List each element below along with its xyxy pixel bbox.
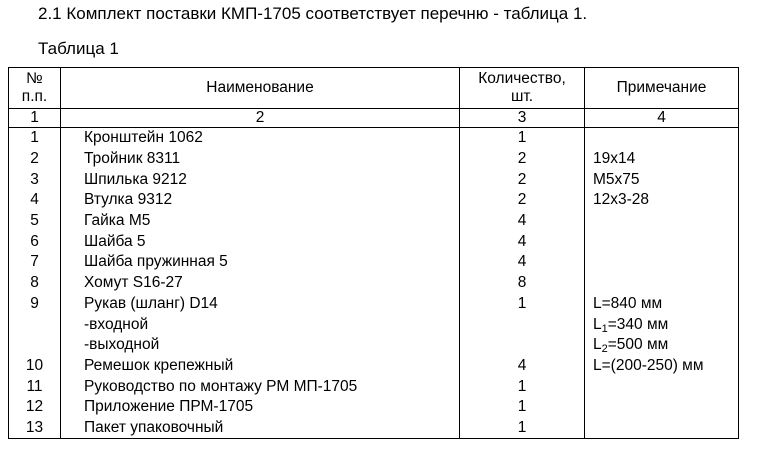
table-row xyxy=(9,397,739,418)
row-name: Шайба 5 xyxy=(61,231,460,252)
note-subscript: 2 xyxy=(601,343,608,356)
table-row xyxy=(9,314,739,335)
table-row xyxy=(9,169,739,190)
table-row xyxy=(9,231,739,252)
row-qty: 4 xyxy=(460,252,585,273)
section-heading: 2.1 Комплект поставки КМП-1705 соответствует перечню - таблица 1. xyxy=(38,4,588,23)
table-row xyxy=(9,335,739,356)
row-qty: 2 xyxy=(460,169,585,190)
row-note: 19х14 xyxy=(585,149,739,170)
row-num: 12 xyxy=(9,397,61,418)
row-name: Руководство по монтажу РМ МП-1705 xyxy=(61,376,460,397)
column-number-row xyxy=(9,109,739,128)
row-name: Ремешок крепежный xyxy=(61,356,460,377)
table-row xyxy=(9,149,739,170)
row-name: -входной xyxy=(61,314,460,335)
row-note xyxy=(585,231,739,252)
row-note xyxy=(585,314,739,335)
row-qty: 2 xyxy=(460,190,585,211)
row-note xyxy=(585,397,739,418)
note-value: =340 мм xyxy=(607,315,669,333)
row-name: Кронштейн 1062 xyxy=(61,128,460,149)
table-row xyxy=(9,128,739,149)
row-num: 8 xyxy=(9,273,61,294)
row-num: 2 xyxy=(9,149,61,170)
row-qty xyxy=(460,335,585,356)
row-num xyxy=(9,335,61,356)
row-num: 5 xyxy=(9,211,61,232)
row-qty: 4 xyxy=(460,231,585,252)
row-note xyxy=(585,376,739,397)
row-num: 1 xyxy=(9,128,61,149)
note-symbol: L xyxy=(593,315,602,333)
header-num-line1: № xyxy=(26,70,43,87)
row-name: Шайба пружинная 5 xyxy=(61,252,460,273)
row-qty: 1 xyxy=(460,376,585,397)
table-row xyxy=(9,356,739,377)
table-caption: Таблица 1 xyxy=(38,39,119,58)
column-number: 4 xyxy=(585,109,739,128)
row-num: 7 xyxy=(9,252,61,273)
table-row xyxy=(9,252,739,273)
row-qty: 4 xyxy=(460,211,585,232)
row-note xyxy=(585,418,739,439)
row-note xyxy=(585,273,739,294)
row-num: 4 xyxy=(9,190,61,211)
row-name: Втулка 9312 xyxy=(61,190,460,211)
row-name: Хомут S16-27 xyxy=(61,273,460,294)
header-qty-line1: Количество, xyxy=(478,70,566,87)
note-subscript: 1 xyxy=(601,322,608,335)
header-num-line2: п.п. xyxy=(21,88,48,105)
table-header-row xyxy=(9,68,739,109)
row-qty: 2 xyxy=(460,149,585,170)
row-name: Тройник 8311 xyxy=(61,149,460,170)
column-number: 3 xyxy=(460,109,585,128)
row-num xyxy=(9,314,61,335)
row-name: Гайка М5 xyxy=(61,211,460,232)
header-qty-line2: шт. xyxy=(510,88,534,105)
delivery-set-table xyxy=(8,67,739,439)
row-note xyxy=(585,335,739,356)
row-name: Рукав (шланг) D14 xyxy=(61,294,460,315)
table-row xyxy=(9,273,739,294)
row-note xyxy=(585,252,739,273)
row-note xyxy=(585,211,739,232)
row-num: 10 xyxy=(9,356,61,377)
header-qty xyxy=(460,68,585,109)
row-name: Пакет упаковочный xyxy=(61,418,460,439)
row-num: 13 xyxy=(9,418,61,439)
table-row xyxy=(9,190,739,211)
row-qty: 1 xyxy=(460,128,585,149)
table-row xyxy=(9,294,739,315)
row-note: L=840 мм xyxy=(585,294,739,315)
table-row xyxy=(9,418,739,439)
row-note: М5х75 xyxy=(585,169,739,190)
row-num: 6 xyxy=(9,231,61,252)
row-qty: 1 xyxy=(460,418,585,439)
row-num: 9 xyxy=(9,294,61,315)
row-qty xyxy=(460,314,585,335)
header-name: Наименование xyxy=(61,68,460,109)
table-row xyxy=(9,376,739,397)
row-name: Шпилька 9212 xyxy=(61,169,460,190)
row-note xyxy=(585,128,739,149)
row-qty: 1 xyxy=(460,294,585,315)
note-value: =500 мм xyxy=(607,336,669,354)
table-row xyxy=(9,211,739,232)
row-qty: 4 xyxy=(460,356,585,377)
row-num: 11 xyxy=(9,376,61,397)
row-qty: 1 xyxy=(460,397,585,418)
column-number: 1 xyxy=(9,109,61,128)
header-num xyxy=(9,68,61,109)
row-num: 3 xyxy=(9,169,61,190)
column-number: 2 xyxy=(61,109,460,128)
row-qty: 8 xyxy=(460,273,585,294)
header-note: Примечание xyxy=(585,68,739,109)
row-note: L=(200-250) мм xyxy=(585,356,739,377)
row-note: 12х3-28 xyxy=(585,190,739,211)
note-symbol: L xyxy=(593,336,602,354)
row-name: Приложение ПРМ-1705 xyxy=(61,397,460,418)
row-name: -выходной xyxy=(61,335,460,356)
